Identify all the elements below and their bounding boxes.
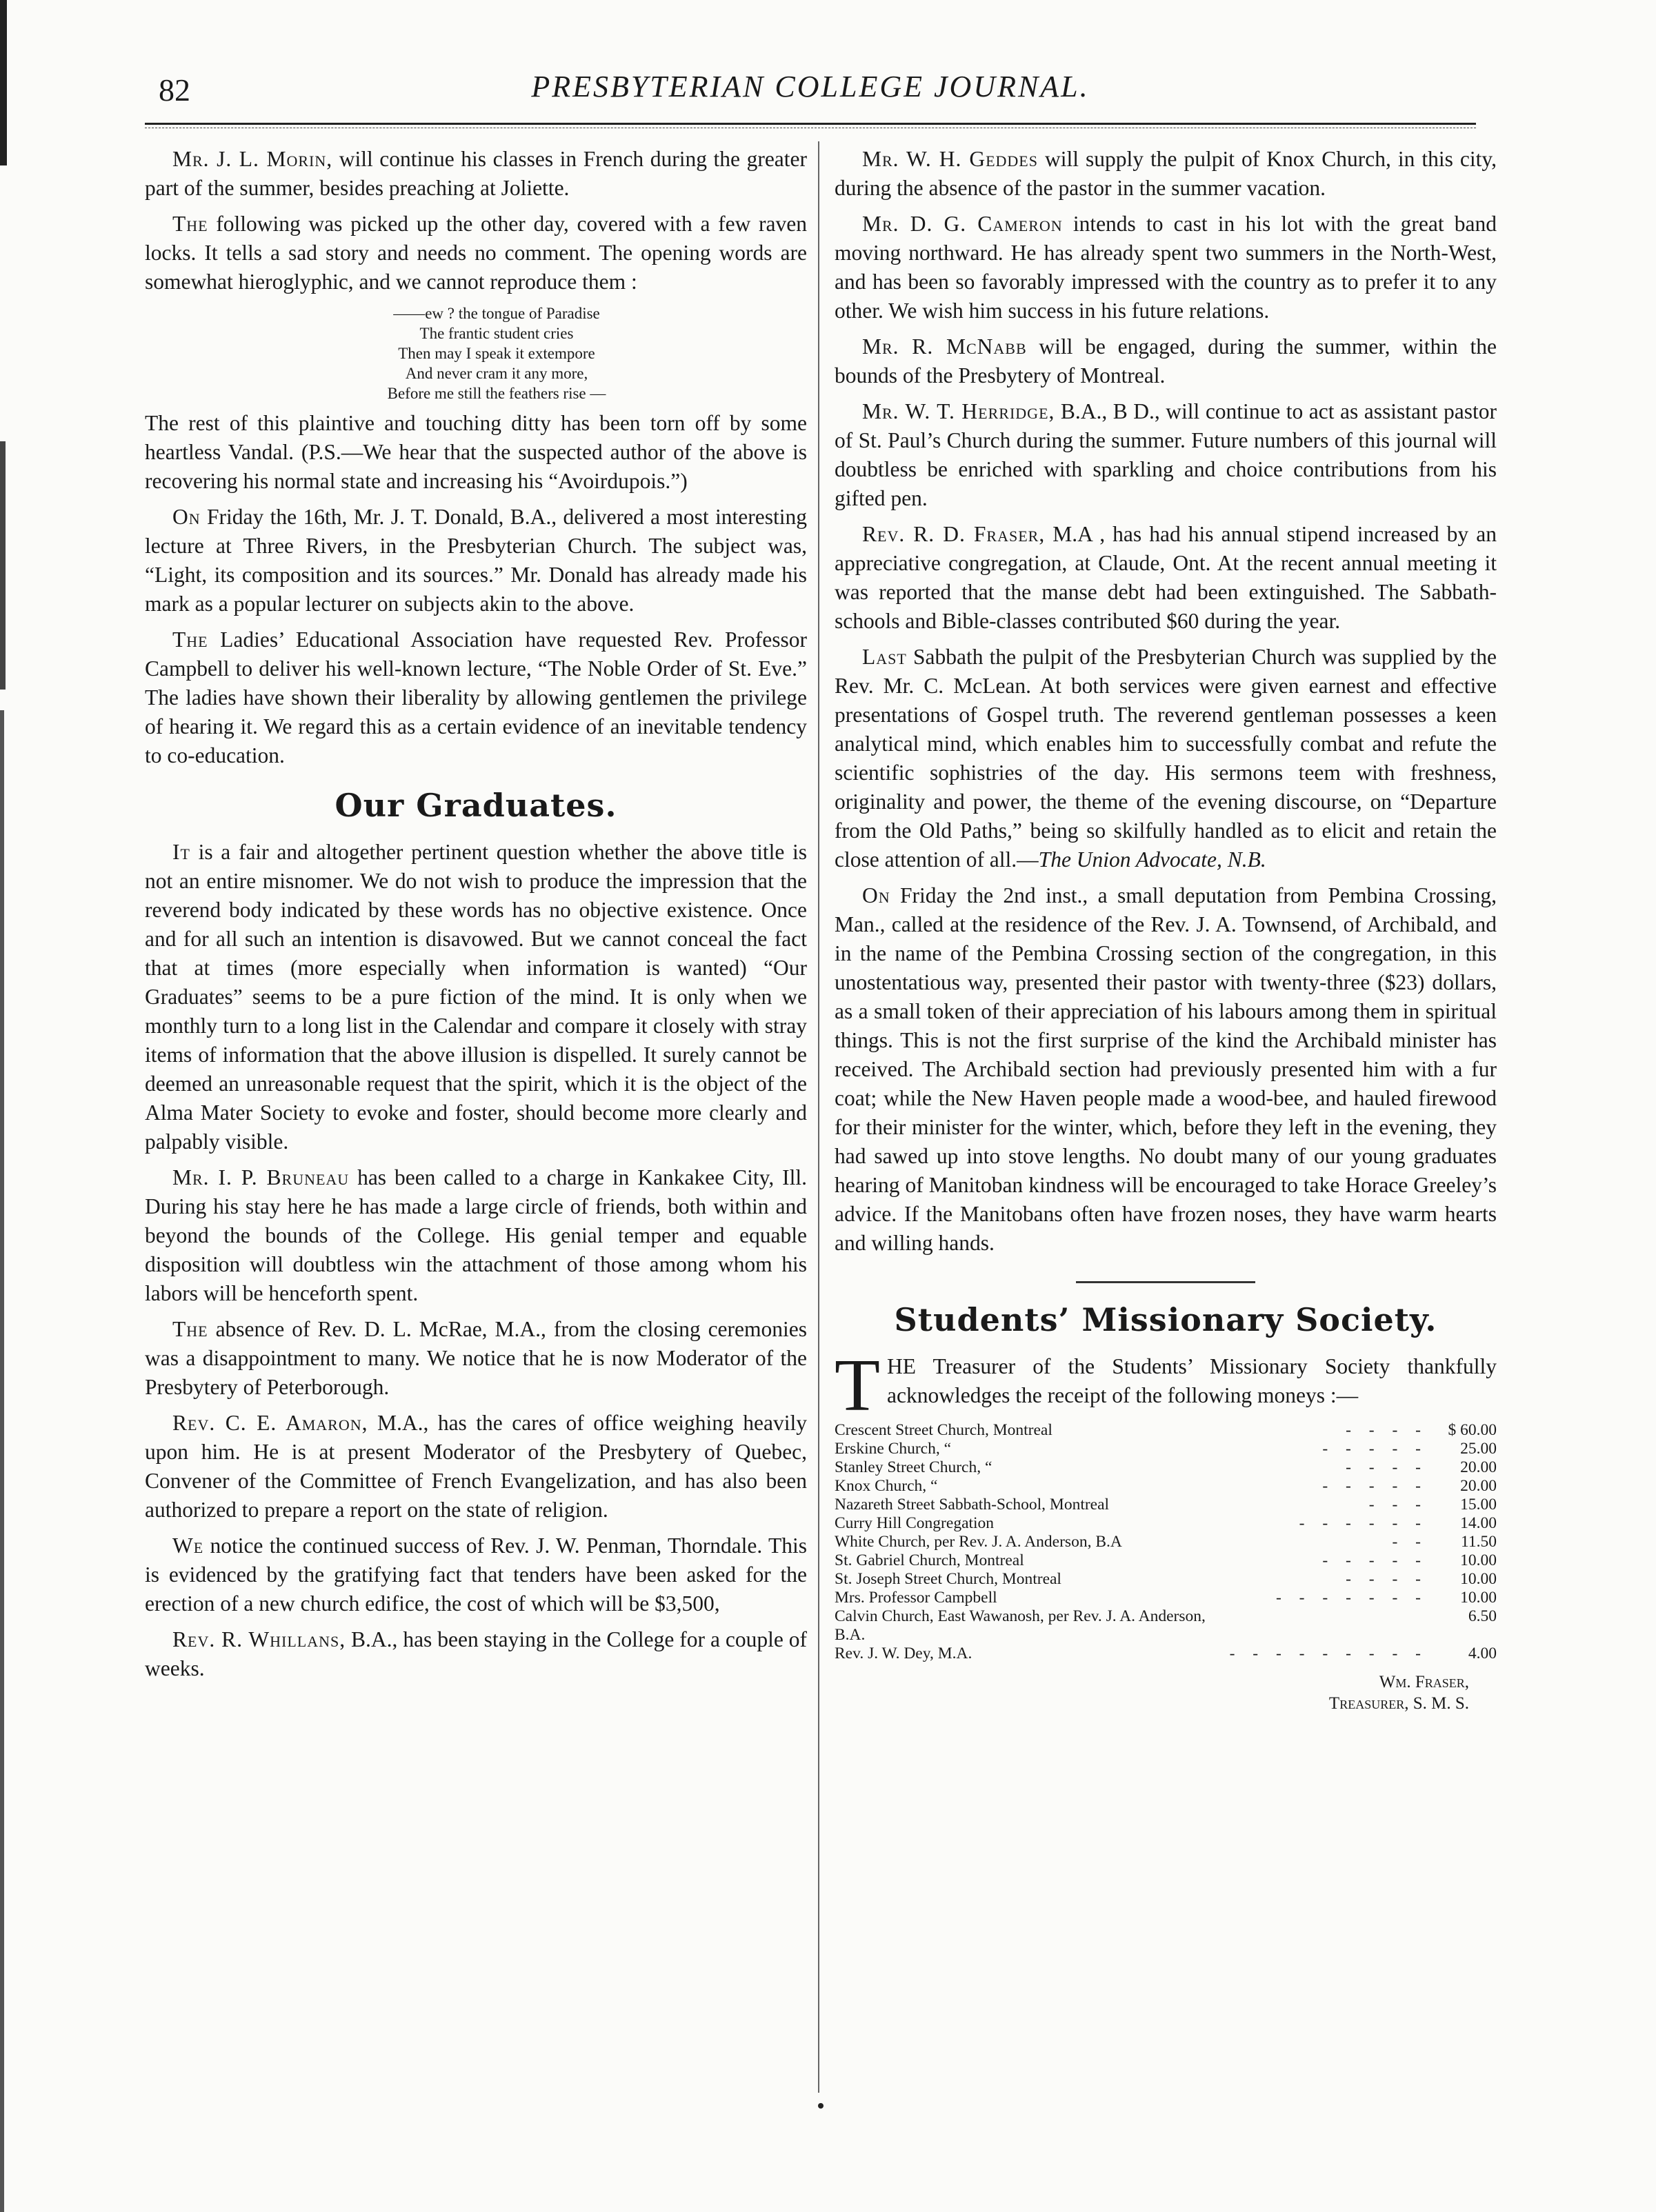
column-divider — [818, 141, 819, 2093]
news-paragraph — [145, 503, 807, 619]
leader-dots: - - - - - — [1322, 1551, 1428, 1569]
contribution-amount: 6.50 — [1468, 1607, 1497, 1625]
news-paragraph — [835, 881, 1497, 1258]
paragraph-text: has been called to a charge in Kankakee City, Ill. During his stay here he has made a large circle of friends, both within and beyond the bounds of the College. His genial temper and equable disposition will doubtless win the attachment of those among whom his labors will be henceforth spent. — [145, 1165, 808, 1305]
section-heading-our-graduates: Our Graduates. — [335, 787, 617, 824]
scan-edge-mark — [0, 710, 4, 2212]
drop-cap: T — [835, 1345, 880, 1427]
contributions-table — [835, 1421, 1497, 1663]
paragraph-text: Sabbath the pulpit of the Presbyterian Church was supplied by the Rev. Mr. C. McLean. At both services were given earnest and effective presentations of Gospel truth. The reverend gentleman possesses a keen analytical mind, which enables him to successfully combat and refute the scientific sophistries of the day. His sermons teem with freshness, originality and power, the theme of the evening discourse, on “Departure from the Old Paths,” being so skilfully handled as to elicit and retain the close attention of all.— — [835, 645, 1497, 872]
news-paragraph — [145, 409, 807, 496]
paragraph-lead: Last — [862, 645, 907, 669]
paragraph-lead: It — [172, 840, 190, 864]
paragraph-text: Friday the 2nd inst., a small deputation from Pembina Crossing, Man., called at the residence of the Rev. J. A. Townsend, of Archibald, and in the name of the Pembina Crossing section of the congregation, in this unostentatious way, presented their pastor with twenty-three ($23) dollars, as a small token of their appreciation of his labours among them in spiritual things. This is not the first surprise of the kind the Archibald minister has received. The Archibald section had previously presented him with a fur coat; while the New Haven people made a wood-bee, and hauled firewood for their minister for the winter, which, before they left in the evening, they had sawed up into stove lengths. No doubt many of our young graduates hearing of Manitoban kindness will be encouraged to take Horace Greeley’s advice. If the Manitobans often have frozen noses, they have warm hearts and willing hands. — [835, 883, 1497, 1255]
news-paragraph — [145, 1163, 807, 1308]
paragraph-text: M.A., has the cares of office weighing heavily upon him. He is at present Moderator of the Presbytery of Quebec, Convener of the Committee of French Evangelization, and has also been authorized to prepare a report on the state of religion. — [145, 1411, 807, 1522]
section-rule — [1076, 1281, 1255, 1283]
paragraph-text: is a fair and altogether pertinent question whether the above title is not an entire misnomer. We do not wish to produce the impression that the reverend body indicated by these words has no objective existence. Once and for all such an intention is disavowed. But we cannot conceal the fact that at times (more especially when information is wanted) “Our Graduates” seems to be a pure fiction of the mind. It is only when we monthly turn to a long list in the Calendar and compare it closely with stray items of information that the above illusion is dispelled. It surely cannot be deemed an unreasonable request that the spirit, which it is the object of the Alma Mater Society to evoke and foster, should become more clearly and palpably visible. — [145, 840, 807, 1154]
contributor-name: Erskine Church, “ — [835, 1440, 952, 1458]
leader-dots: - - - - — [1346, 1421, 1428, 1439]
paragraph-text: The rest of this plaintive and touching ditty has been torn off by some heartless Vandal. (P.S.—We hear that the suspected author of the above is recovering his normal state and increasing his “Avoirdupois.”) — [145, 411, 807, 493]
poem-stanza — [145, 303, 807, 403]
contribution-amount: 10.00 — [1460, 1570, 1497, 1588]
leader-dots: - - - - - - - — [1275, 1589, 1428, 1607]
header-rule — [145, 123, 1476, 128]
contribution-row — [835, 1440, 1497, 1458]
paragraph-lead: Rev. R. Whillans, — [172, 1627, 346, 1651]
contribution-row — [835, 1477, 1497, 1496]
contribution-amount: 20.00 — [1460, 1458, 1497, 1476]
contribution-amount: 15.00 — [1460, 1496, 1497, 1514]
section-heading-missionary-society: Students’ Missionary Society. — [894, 1301, 1437, 1338]
news-paragraph — [145, 145, 807, 203]
news-paragraph — [145, 210, 807, 296]
paragraph-lead: On — [862, 883, 890, 907]
news-paragraph — [835, 520, 1497, 636]
contribution-amount: 10.00 — [1460, 1589, 1497, 1607]
paragraph-text: B.A., B D., will continue to act as assistant pastor of St. Paul’s Church during the summer. Future numbers of this journal will doubtless be enriched with sparkling and choice contributions from his gifted pen. — [835, 399, 1497, 510]
contribution-amount: 10.00 — [1460, 1551, 1497, 1569]
paragraph-text: absence of Rev. D. L. McRae, M.A., from the closing ceremonies was a disappointment to many. We notice that he is now Moderator of the Presbytery of Peterborough. — [145, 1317, 807, 1399]
scan-edge-mark — [0, 0, 7, 165]
leader-dots: - - - - — [1346, 1458, 1428, 1476]
news-paragraph — [145, 838, 807, 1156]
paragraph-lead: We — [172, 1534, 204, 1558]
leader-dots: - - - - - - — [1299, 1514, 1428, 1532]
poem-line: And never cram it any more, — [405, 365, 588, 382]
paragraph-text: Friday the 16th, Mr. J. T. Donald, B.A., delivered a most interesting lecture at Three Rivers, in the Presbyterian Church. The subject was, “Light, its composition and its sources.” Mr. Donald has already made his mark as a popular lecturer on subjects akin to the above. — [145, 505, 807, 616]
news-paragraph — [835, 210, 1497, 325]
left-column — [145, 145, 807, 1690]
news-paragraph — [835, 332, 1497, 390]
contribution-row — [835, 1496, 1497, 1514]
paragraph-lead: Mr. I. P. Bruneau — [172, 1165, 350, 1189]
contribution-row — [835, 1645, 1497, 1663]
news-paragraph — [835, 643, 1497, 874]
contribution-row — [835, 1570, 1497, 1589]
leader-dots: - - - - - — [1322, 1440, 1428, 1458]
paragraph-lead: Rev. C. E. Amaron, — [172, 1411, 368, 1435]
paragraph-text: notice the continued success of Rev. J. W. Penman, Thorndale. This is evidenced by the gratifying fact that tenders have been asked for the erection of a new church edifice, the cost of which will be $3,500, — [145, 1534, 807, 1616]
page-header — [145, 69, 1476, 117]
contribution-amount: 20.00 — [1460, 1477, 1497, 1495]
contributor-name: White Church, per Rev. J. A. Anderson, B.A — [835, 1533, 1122, 1551]
treasurer-signature — [835, 1671, 1469, 1714]
signature-title: Treasurer, S. M. S. — [1328, 1694, 1469, 1713]
paragraph-text: M.A , has had his annual stipend increased by an appreciative congregation, at Claude, Ont. At the recent annual meeting it was reported that the manse debt had been extinguished. The Sabbath-schools and Bible-classes contributed $60 during the year. — [835, 522, 1497, 633]
leader-dots: - - — [1392, 1533, 1428, 1551]
contributor-name: Curry Hill Congregation — [835, 1514, 995, 1532]
contributor-name: Stanley Street Church, “ — [835, 1458, 992, 1476]
contributor-name: Nazareth Street Sabbath-School, Montreal — [835, 1496, 1110, 1514]
paragraph-lead: The — [172, 627, 208, 652]
news-paragraph — [145, 625, 807, 770]
paragraph-text: will be engaged, during the summer, within the bounds of the Presbytery of Montreal. — [835, 334, 1497, 388]
paragraph-text: Ladies’ Educational Association have requested Rev. Professor Campbell to deliver his well-known lecture, “The Noble Order of St. Eve.” The ladies have shown their liberality by allowing gentlemen the privilege of hearing it. We regard this as a certain evidence of an inevitable tendency to co-education. — [145, 627, 807, 767]
leader-dots: - - - - - - - - - — [1229, 1645, 1428, 1662]
paragraph-lead: Mr. J. L. Morin, — [172, 147, 333, 171]
contribution-amount: $ 60.00 — [1448, 1421, 1497, 1439]
paragraph-text: will continue his classes in French during the greater part of the summer, besides preaching at Joliette. — [145, 147, 808, 200]
contribution-row — [835, 1458, 1497, 1477]
news-paragraph — [145, 1625, 807, 1683]
contribution-row — [835, 1589, 1497, 1607]
poem-line: Then may I speak it extempore — [398, 345, 595, 362]
contributor-name: Crescent Street Church, Montreal — [835, 1421, 1053, 1439]
contributor-name: St. Gabriel Church, Montreal — [835, 1551, 1024, 1569]
page-number: 82 — [159, 72, 190, 108]
paragraph-lead: Mr. D. G. Cameron — [862, 212, 1063, 236]
treasurer-intro — [835, 1345, 1497, 1427]
paragraph-lead: Mr. W. H. Geddes — [862, 147, 1038, 171]
leader-dots — [1230, 1607, 1428, 1645]
leader-dots: - - - - - — [1322, 1477, 1428, 1495]
paragraph-text: following was picked up the other day, covered with a few raven locks. It tells a sad story and needs no comment. The opening words are somewhat hieroglyphic, and we cannot reproduce them : — [145, 212, 807, 294]
paragraph-lead: On — [172, 505, 201, 529]
contribution-row — [835, 1421, 1497, 1440]
contribution-amount: 11.50 — [1460, 1533, 1497, 1551]
poem-line: The frantic student cries — [419, 325, 574, 342]
paragraph-text: intends to cast in his lot with the great band moving northward. He has already spent two summers in the North-West, and has been so favorably impressed with the country as to prefer it to any other. We wish him success in his future relations. — [835, 212, 1497, 323]
news-paragraph — [145, 1409, 807, 1525]
right-column — [835, 145, 1497, 1714]
contribution-amount: 14.00 — [1460, 1514, 1497, 1532]
contributor-name: Knox Church, “ — [835, 1477, 938, 1495]
contribution-amount: 25.00 — [1460, 1440, 1497, 1458]
journal-title: PRESBYTERIAN COLLEGE JOURNAL. — [531, 70, 1090, 103]
contribution-amount: 4.00 — [1468, 1645, 1497, 1662]
paragraph-lead: The — [172, 1317, 208, 1341]
footer-dot — [818, 2103, 824, 2109]
contribution-row — [835, 1533, 1497, 1551]
contributor-name: St. Joseph Street Church, Montreal — [835, 1570, 1061, 1588]
signature-name: Wm. Fraser, — [1379, 1673, 1469, 1691]
news-paragraph — [145, 1531, 807, 1618]
contributor-name: Rev. J. W. Dey, M.A. — [835, 1645, 972, 1662]
contribution-row — [835, 1607, 1497, 1645]
news-paragraph — [835, 397, 1497, 513]
poem-line: ——ew ? the tongue of Paradise — [393, 305, 600, 322]
treasurer-intro-text: HE Treasurer of the Students’ Missionary Society thankfully acknowledges the receipt of the following moneys :— — [886, 1354, 1497, 1407]
paragraph-lead: Mr. R. McNabb — [862, 334, 1027, 359]
paragraph-lead: The — [172, 212, 208, 236]
paragraph-text: B.A., has been staying in the College for a couple of weeks. — [145, 1627, 807, 1680]
paragraph-lead: Rev. R. D. Fraser, — [862, 522, 1046, 546]
paragraph-lead: Mr. W. T. Herridge, — [862, 399, 1055, 423]
contributor-name: Mrs. Professor Campbell — [835, 1589, 997, 1607]
news-paragraph — [835, 145, 1497, 203]
contribution-row — [835, 1514, 1497, 1533]
paragraph-text: will supply the pulpit of Knox Church, in this city, during the absence of the pastor in the summer vacation. — [835, 147, 1497, 200]
poem-line: Before me still the feathers rise — — [387, 385, 606, 402]
contributor-name: Calvin Church, East Wawanosh, per Rev. J. A. Anderson, B.A. — [835, 1607, 1206, 1644]
quoted-source: The Union Advocate, N.B. — [1038, 847, 1266, 872]
scan-edge-mark — [0, 441, 6, 690]
leader-dots: - - - — [1368, 1496, 1428, 1514]
contribution-row — [835, 1551, 1497, 1570]
leader-dots: - - - - — [1346, 1570, 1428, 1588]
news-paragraph — [145, 1315, 807, 1402]
